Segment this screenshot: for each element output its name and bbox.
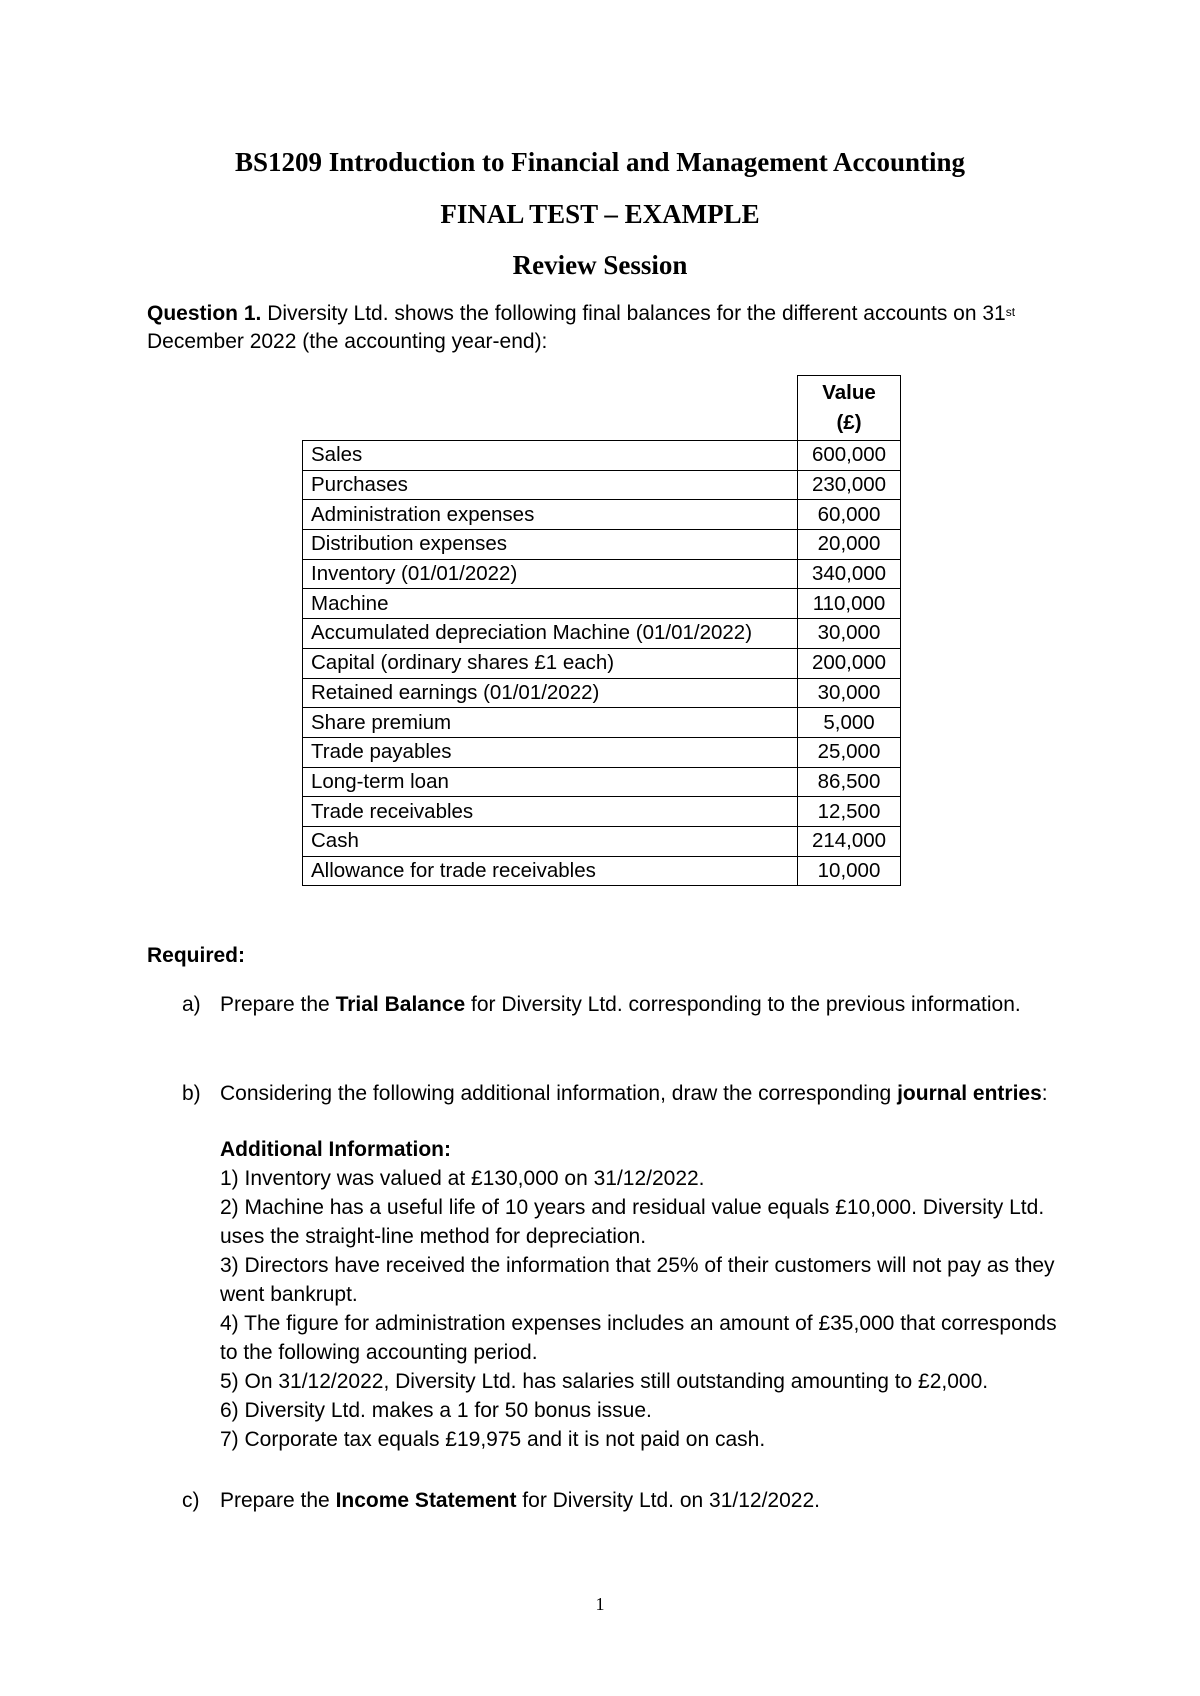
requirement-c-marker: c) [182, 1489, 200, 1512]
question-1-intro [147, 300, 1067, 356]
requirement-b-marker: b) [182, 1082, 201, 1105]
account-name: Trade payables [303, 737, 798, 767]
account-value: 86,500 [798, 767, 901, 797]
account-value: 340,000 [798, 559, 901, 589]
table-row [303, 678, 901, 708]
additional-item: 2) Machine has a useful life of 10 years and residual value equals £10,000. Diversity Ltd. uses the straight-line method for depreciation. [220, 1196, 1045, 1248]
table-row [303, 648, 901, 678]
question-1-text-a: Diversity Ltd. shows the following final balances for the different accounts on 31 [261, 302, 1006, 325]
table-row [303, 856, 901, 886]
account-name: Allowance for trade receivables [303, 856, 798, 886]
account-value: 25,000 [798, 737, 901, 767]
account-name: Share premium [303, 708, 798, 738]
requirement-a: a) Prepare the Trial Balance for Diversity Ltd. corresponding to the previous information. [147, 990, 1077, 1019]
test-title: FINAL TEST – EXAMPLE [440, 199, 760, 229]
table-row [303, 767, 901, 797]
table-row [303, 500, 901, 530]
account-value: 30,000 [798, 678, 901, 708]
table-row [303, 530, 901, 560]
account-name: Administration expenses [303, 500, 798, 530]
session-title: Review Session [512, 250, 688, 280]
account-balances-table [302, 375, 901, 886]
additional-information-heading: Additional Information: [220, 1138, 451, 1161]
account-value: 30,000 [798, 619, 901, 649]
table-row [303, 559, 901, 589]
additional-item: 3) Directors have received the information that 25% of their customers will not pay as they went bankrupt. [220, 1254, 1055, 1306]
account-value: 10,000 [798, 856, 901, 886]
additional-item: 6) Diversity Ltd. makes a 1 for 50 bonus issue. [220, 1399, 652, 1422]
table-row [303, 589, 901, 619]
question-1-text-b: December 2022 (the accounting year-end): [147, 330, 548, 353]
account-value: 20,000 [798, 530, 901, 560]
journal-entries-term: journal entries [897, 1082, 1042, 1105]
course-title: BS1209 Introduction to Financial and Management Accounting [234, 147, 966, 177]
requirement-b: b) Considering the following additional information, draw the corresponding journal entries: Additional Information: 1) Inventory was valued at £130,000 on 31/12/2022. 2) Machine has a useful life of 10 years and residual value equals £10,000. Diversity Ltd. uses the straight-line method for depreciation. 3) Directors have received the information that 25% of their customers will not pay as they went bankrupt. 4) The figure for administration expenses includes an amount of £35,000 that corresponds to the following accounting period. 5) On 31/12/2022, Diversity Ltd. has salaries still outstanding amounting to £2,000. 6) Diversity Ltd. makes a 1 for 50 bonus issue. 7) Corporate tax equals £19,975 and it is not paid on cash. [147, 1079, 1077, 1454]
table-row [303, 737, 901, 767]
account-value: 200,000 [798, 648, 901, 678]
table-row [303, 619, 901, 649]
account-name: Trade receivables [303, 797, 798, 827]
additional-information [220, 1135, 1077, 1454]
additional-item: 1) Inventory was valued at £130,000 on 31/12/2022. [220, 1167, 705, 1190]
page-number: 1 [595, 1594, 605, 1614]
requirement-c: c) Prepare the Income Statement for Diversity Ltd. on 31/12/2022. [147, 1486, 1077, 1515]
account-value: 230,000 [798, 470, 901, 500]
table-row [303, 708, 901, 738]
account-value: 214,000 [798, 826, 901, 856]
account-name: Capital (ordinary shares £1 each) [303, 648, 798, 678]
question-1-label: Question 1. [147, 302, 262, 325]
account-value: 110,000 [798, 589, 901, 619]
account-name: Retained earnings (01/01/2022) [303, 678, 798, 708]
table-row [303, 797, 901, 827]
table-row [303, 470, 901, 500]
account-value: 60,000 [798, 500, 901, 530]
trial-balance-term: Trial Balance [335, 993, 466, 1016]
account-value: 5,000 [798, 708, 901, 738]
account-name: Purchases [303, 470, 798, 500]
account-name: Cash [303, 826, 798, 856]
account-name: Long-term loan [303, 767, 798, 797]
account-name: Distribution expenses [303, 530, 798, 560]
account-name: Machine [303, 589, 798, 619]
account-name: Sales [303, 441, 798, 471]
additional-item: 5) On 31/12/2022, Diversity Ltd. has salaries still outstanding amounting to £2,000. [220, 1370, 989, 1393]
account-name: Inventory (01/01/2022) [303, 559, 798, 589]
ordinal-suffix: st [1005, 305, 1016, 319]
additional-item: 7) Corporate tax equals £19,975 and it is not paid on cash. [220, 1428, 766, 1451]
account-value: 600,000 [798, 441, 901, 471]
income-statement-term: Income Statement [335, 1489, 517, 1512]
required-heading: Required: [147, 944, 246, 967]
requirement-a-marker: a) [182, 993, 201, 1016]
account-value: 12,500 [798, 797, 901, 827]
table-header-row [303, 376, 901, 441]
account-name: Accumulated depreciation Machine (01/01/2022) [303, 619, 798, 649]
table-row [303, 826, 901, 856]
table-row [303, 441, 901, 471]
value-column-header: Value (£) [798, 376, 901, 441]
additional-item: 4) The figure for administration expenses includes an amount of £35,000 that corresponds to the following accounting period. [220, 1312, 1057, 1364]
